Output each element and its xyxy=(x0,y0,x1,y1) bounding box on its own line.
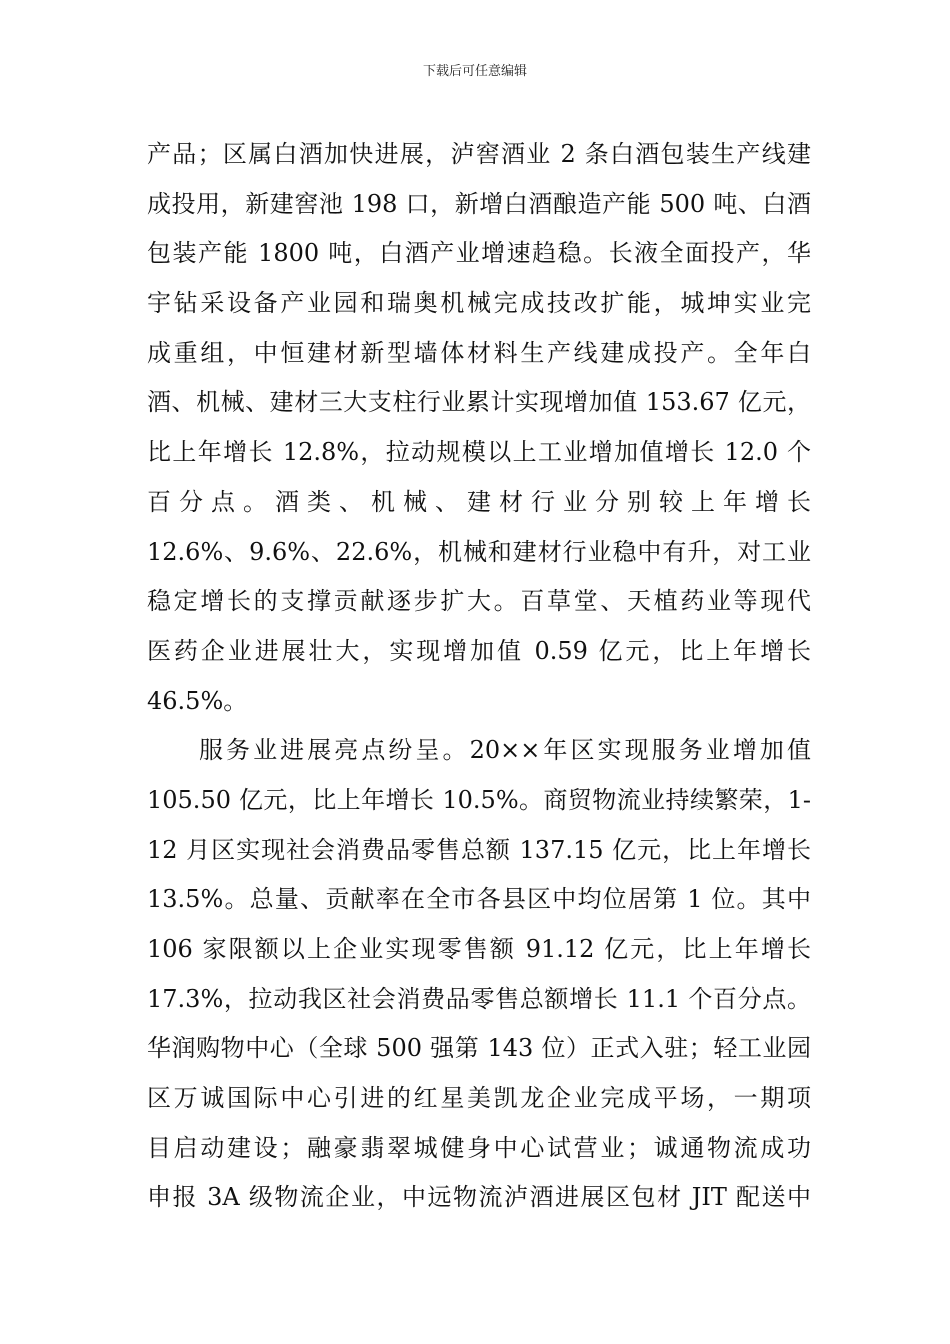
text-line: 医药企业进展壮大，实现增加值 0.59 亿元，比上年增长 xyxy=(147,636,811,665)
text-line: 包装产能 1800 吨，白酒产业增速趋稳。长液全面投产，华 xyxy=(147,239,811,268)
text-line: 17.3%，拉动我区社会消费品零售总额增长 11.1 个百分点。 xyxy=(147,984,811,1013)
page-header: 下载后可任意编辑 xyxy=(422,64,527,79)
document-body xyxy=(147,130,811,1223)
text-line: 成重组，中恒建材新型墙体材料生产线建成投产。全年白 xyxy=(147,338,811,367)
text-line: 46.5%。 xyxy=(147,686,248,715)
text-line: 稳定增长的支撑贡献逐步扩大。百草堂、天植药业等现代 xyxy=(147,587,811,616)
text-line: 13.5%。总量、贡献率在全市各县区中均位居第 1 位。其中 xyxy=(147,885,811,914)
text-line: 106 家限额以上企业实现零售额 91.12 亿元，比上年增长 xyxy=(147,935,811,963)
text-line: 105.50 亿元，比上年增长 10.5%。商贸物流业持续繁荣，1- xyxy=(147,785,811,814)
text-line: 申报 3A 级物流企业，中远物流泸酒进展区包材 JIT 配送中 xyxy=(147,1183,811,1212)
text-line: 酒、机械、建材三大支柱行业累计实现增加值 153.67 亿元， xyxy=(147,388,811,417)
text-line: 产品；区属白酒加快进展，泸窖酒业 2 条白酒包装生产线建 xyxy=(147,140,811,168)
text-line: 成投用，新建窖池 198 口，新增白酒酿造产能 500 吨、白酒 xyxy=(147,189,811,218)
text-line: 目启动建设；融豪翡翠城健身中心试营业；诚通物流成功 xyxy=(147,1133,811,1162)
text-line: 比上年增长 12.8%，拉动规模以上工业增加值增长 12.0 个 xyxy=(147,438,811,467)
text-line: 华润购物中心（全球 500 强第 143 位）正式入驻；轻工业园 xyxy=(147,1034,811,1063)
paragraph-first-line: 服务业进展亮点纷呈。20××年区实现服务业增加值 xyxy=(199,736,811,765)
text-line: 区万诚国际中心引进的红星美凯龙企业完成平场，一期项 xyxy=(147,1084,811,1113)
text-line: 12 月区实现社会消费品零售总额 137.15 亿元，比上年增长 xyxy=(147,835,811,864)
text-line: 宇钻采设备产业园和瑞奥机械完成技改扩能，城坤实业完 xyxy=(147,289,811,318)
text-line: 百分点。酒类、机械、建材行业分别较上年增长 xyxy=(147,487,811,516)
text-line: 12.6%、9.6%、22.6%，机械和建材行业稳中有升，对工业 xyxy=(147,537,811,566)
